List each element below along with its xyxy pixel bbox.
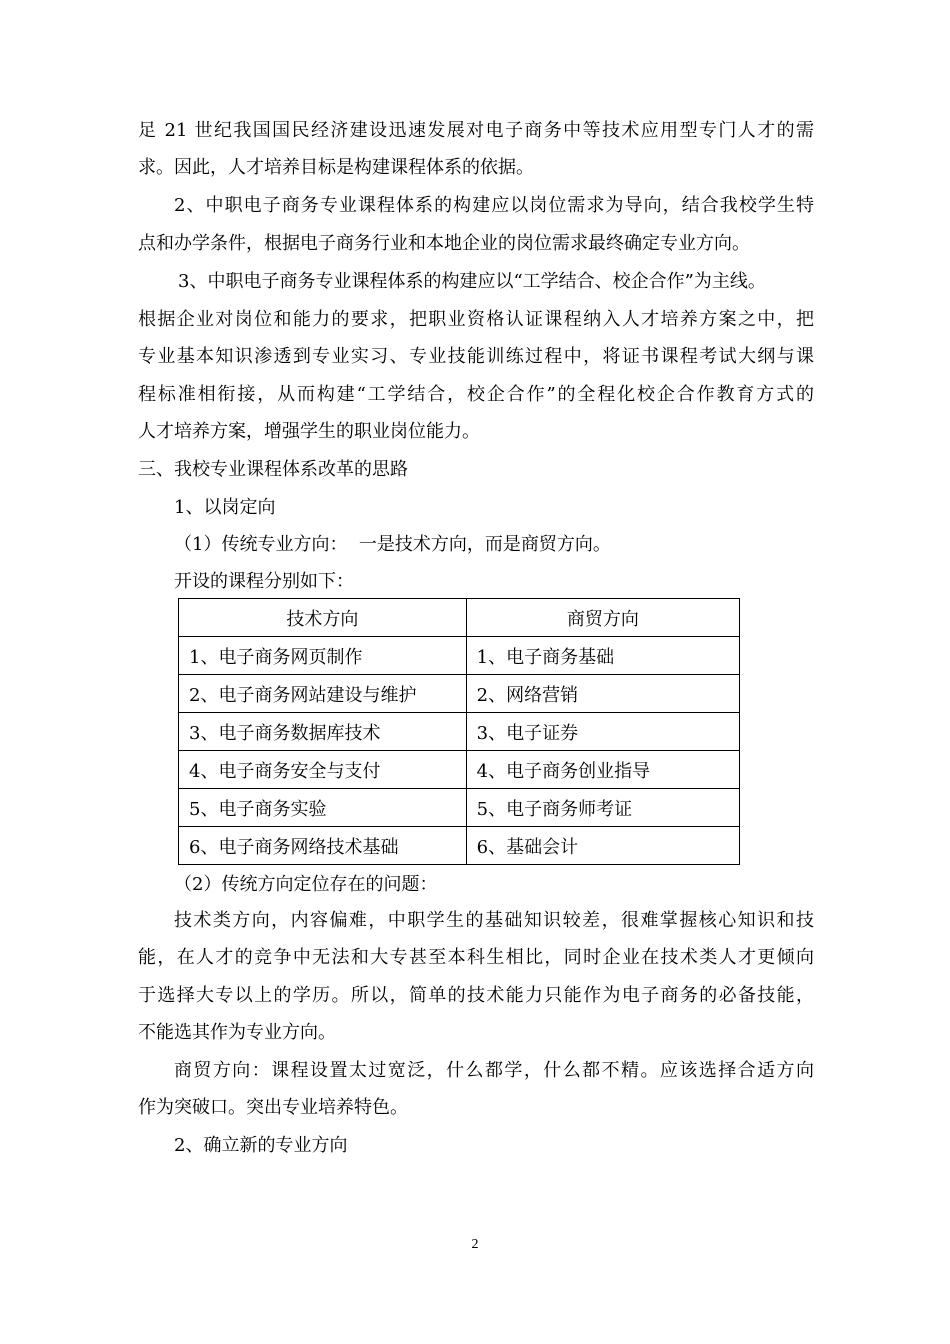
table-cell: 4、电子商务创业指导 bbox=[466, 751, 739, 789]
column-header: 商贸方向 bbox=[466, 599, 739, 637]
table-cell: 2、电子商务网站建设与维护 bbox=[179, 675, 467, 713]
paragraph-line: 作为突破口。突出专业培养特色。 bbox=[138, 1097, 408, 1118]
table-cell: 1、电子商务网页制作 bbox=[179, 637, 467, 675]
paragraph-line: 足 21 世纪我国国民经济建设迅速发展对电子商务中等技术应用型专门人才的需 bbox=[138, 120, 814, 141]
paragraph-line: （1）传统专业方向： 一是技术方向，而是商贸方向。 bbox=[174, 534, 611, 555]
subsection-heading: 1、以岗定向 bbox=[174, 497, 276, 518]
paragraph-line: 根据企业对岗位和能力的要求，把职业资格认证课程纳入人才培养方案之中，把 bbox=[138, 309, 814, 330]
table-row bbox=[179, 827, 740, 865]
paragraph-line: 点和办学条件，根据电子商务行业和本地企业的岗位需求最终确定专业方向。 bbox=[138, 233, 750, 254]
table-row bbox=[179, 637, 740, 675]
table-cell: 6、基础会计 bbox=[466, 827, 739, 865]
page-number: 2 bbox=[471, 1237, 479, 1252]
paragraph-line: 商贸方向：课程设置太过宽泛，什么都学，什么都不精。应该选择合适方向 bbox=[174, 1060, 814, 1081]
paragraph-line: 2、中职电子商务专业课程体系的构建应以岗位需求为导向，结合我校学生特 bbox=[174, 195, 814, 216]
table-row bbox=[179, 789, 740, 827]
section-heading: 三、我校专业课程体系改革的思路 bbox=[138, 459, 408, 480]
subsection-heading: 2、确立新的专业方向 bbox=[174, 1135, 348, 1156]
table-cell: 5、电子商务实验 bbox=[179, 789, 467, 827]
table-cell: 3、电子证券 bbox=[466, 713, 739, 751]
table-row bbox=[179, 675, 740, 713]
paragraph-line: 能，在人才的竞争中无法和大专甚至本科生相比，同时企业在技术类人才更倾向 bbox=[138, 947, 814, 968]
table-cell: 5、电子商务师考证 bbox=[466, 789, 739, 827]
paragraph-line: 程标准相衔接，从而构建“工学结合，校企合作”的全程化校企合作教育方式的 bbox=[138, 384, 814, 405]
table-cell: 1、电子商务基础 bbox=[466, 637, 739, 675]
course-table bbox=[178, 598, 740, 865]
paragraph-line: 人才培养方案，增强学生的职业岗位能力。 bbox=[138, 421, 480, 442]
paragraph-line: 技术类方向，内容偏难，中职学生的基础知识较差，很难掌握核心知识和技 bbox=[174, 910, 814, 931]
paragraph-line: 不能选其作为专业方向。 bbox=[138, 1022, 336, 1043]
table-header-row bbox=[179, 599, 740, 637]
paragraph-line: 求。因此，人才培养目标是构建课程体系的依据。 bbox=[138, 157, 534, 178]
table-row bbox=[179, 751, 740, 789]
table-row bbox=[179, 713, 740, 751]
table-cell: 3、电子商务数据库技术 bbox=[179, 713, 467, 751]
paragraph-line: 于选择大专以上的学历。所以，简单的技术能力只能作为电子商务的必备技能， bbox=[138, 985, 814, 1006]
paragraph-line: 3、中职电子商务专业课程体系的构建应以“工学结合、校企合作”为主线。 bbox=[178, 271, 766, 292]
table-cell: 4、电子商务安全与支付 bbox=[179, 751, 467, 789]
table-cell: 2、网络营销 bbox=[466, 675, 739, 713]
column-header: 技术方向 bbox=[179, 599, 467, 637]
subsection-heading: （2）传统方向定位存在的问题： bbox=[174, 874, 438, 895]
table-cell: 6、电子商务网络技术基础 bbox=[179, 827, 467, 865]
table-intro: 开设的课程分别如下： bbox=[174, 571, 354, 592]
paragraph-line: 专业基本知识渗透到专业实习、专业技能训练过程中，将证书课程考试大纲与课 bbox=[138, 346, 814, 367]
